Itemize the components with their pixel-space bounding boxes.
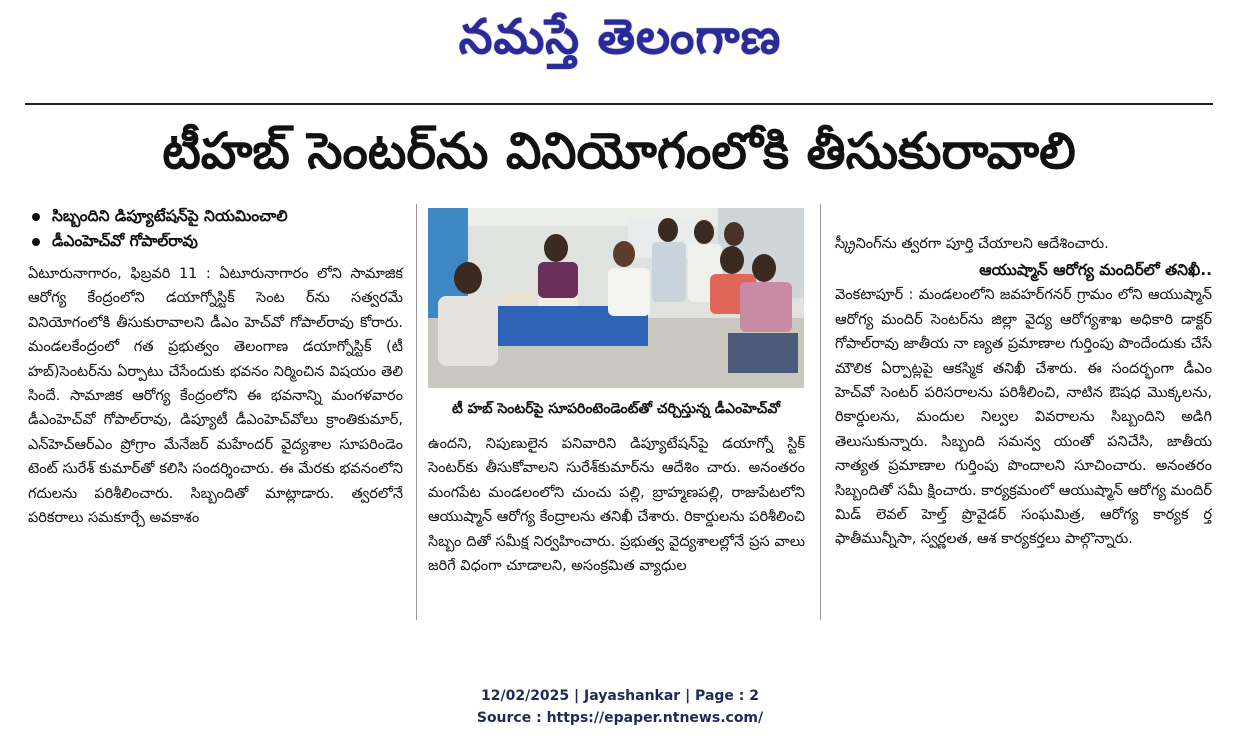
news-photo	[428, 208, 804, 388]
bullet-item	[28, 229, 408, 254]
newspaper-logo: నమస్తే తెలంగాణ	[458, 9, 782, 65]
photo-caption: టీ హబ్ సెంటర్‌పై సూపరింటెండెంట్‌తో చర్చిస్తున్న డీఎంహెచ్‌వో	[451, 401, 781, 417]
footer-source-line: Source : https://epaper.ntnews.com/	[476, 710, 764, 726]
column-1-text: ఏటూరునాగారం, ఫిబ్రవరి 11 : ఏటూరునాగారం లోని సామాజిక ఆరోగ్య కేంద్రంలోని డయాగ్నోస్టిక్ సెంట ర్‌ను సత్వరమే వినియోగంలోకి తీసుకురావాలని డీఎం హెచ్‌వో గోపాల్‌రావు కోరారు. మండలకేంద్రంలో గత ప్రభుత్వం తెలంగాణ డయాగ్నోస్టిక్ (టీ హబ్)సెంటర్‌ను ఏర్పాటు చేసేందుకు భవనం నిర్మించిన విషయం తెలి సిందే. సామాజిక ఆరోగ్య కేంద్రంలోని ఈ భవనాన్ని మంగళవారం డీఎంహెచ్‌వో గోపాల్‌రావు, డిప్యూటీ డీఎంహెచ్‌వోలు క్రాంతికుమార్, ఎన్‌హెచ్‌ఆర్‌ఎం ప్రోగ్రాం మేనేజర్ మహేందర్ వైద్యశాల సూపరిండెం టెంట్ సురేశ్ కుమార్‌తో కలిసి సందర్శించారు. ఈ మేరకు భవనంలోని గదులను పరిశీలించారు. సిబ్బందితో మాట్లాడారు. త్వరలోనే పరికరాలు సమకూర్చే అవకాశం	[28, 266, 403, 527]
column-divider	[820, 204, 821, 620]
article-headline: టీహబ్ సెంటర్‌ను వినియోగంలోకి తీసుకురావాలి	[162, 122, 1076, 180]
bullet-dot-icon	[32, 213, 40, 221]
article-column-1	[28, 262, 403, 530]
headline-top-rule	[25, 103, 1213, 105]
photo-illustration	[428, 208, 804, 388]
page-footer	[0, 685, 1240, 729]
bullet-dot-icon	[32, 238, 40, 246]
column-3-text: వెంకటాపూర్ : మండలంలోని జవహర్‌గనర్ గ్రామం లోని ఆయుష్మాన్ ఆరోగ్య మందిర్ సెంటర్‌ను జిల్లా వైద్య ఆరోగ్యశాఖ అధికారి డాక్టర్ గోపాల్‌రావు జాతీయ నా ణ్యత ప్రమాణాల గుర్తింపు పొందేందుకు చేసే మౌలిక ఏర్పాట్లపై ఆకస్మిక తనిఖీ చేశారు. ఈ సందర్భంగా డీఎం హెచ్‌వో సెంటర్ పరిసరాలను పరిశీలించి, నాటిన ఔషధ మొక్కలను, రికార్డులను, మందుల నిల్వల వివరాలను సిబ్బందిని అడిగి తెలుసుకున్నారు. సిబ్బంది సమన్వ యంతో పనిచేసి, జాతీయ నాత్యత ప్రమాణాల గుర్తింపు పొందాలని సూచించారు. అనంతరం సిబ్బందితో సమీ క్షించారు. కార్యక్రమంలో ఆయుష్మాన్ ఆరోగ్య మందిర్ మిడ్ లెవల్ హెల్త్ ప్రొవైడర్ సంఘమిత్ర, ఆరోగ్య కార్యక ర్త ఫాతీమున్నీసా, స్వర్ణలత, ఆశ కార్యకర్తలు పాల్గొన్నారు.	[835, 287, 1212, 548]
bullet-text: డీఎంహెచ్‌వో గోపాల్‌రావు	[52, 232, 198, 250]
section-subheading: ఆయుష్మాన్ ఆరోగ్య మందిర్‌లో తనిఖీ..	[979, 261, 1212, 280]
bullet-text: సిబ్బందిని డిప్యూటేషన్‌పై నియమించాలి	[52, 207, 288, 225]
footer-date-line: 12/02/2025 | Jayashankar | Page : 2	[481, 688, 759, 704]
bullet-list	[28, 204, 408, 254]
column-divider	[416, 204, 417, 620]
column-2-text: ఉందని, నిపుణులైన పనివారిని డిప్యూటేషన్‌పై డయాగ్నో స్టిక్ సెంటర్‌కు తీసుకోవాలని సురేశ్‌కుమార్‌ను ఆదేశిం చారు. అనంతరం మంగపేట మండలంలోని చుంచు పల్లి, బ్రాహ్మణపల్లి, రాజుపేటలోని ఆయుష్మాన్ ఆరోగ్య కేంద్రాలను తనిఖీ చేశారు. రికార్డులను పరిశీలించి సిబ్బం దితో సమీక్ష నిర్వహించారు. ప్రభుత్వ వైద్యశాలల్లోనే ప్రస వాలు జరిగే విధంగా చూడాలని, అసంక్రమిత వ్యాధుల	[428, 436, 805, 575]
article-column-3	[835, 232, 1212, 552]
article-column-2	[428, 432, 805, 578]
bullet-item	[28, 204, 408, 229]
column-3-lead: స్క్రీనింగ్‌ను త్వరగా పూర్తి చేయాలని ఆదేశించారు.	[835, 236, 1109, 252]
masthead	[0, 0, 1240, 82]
